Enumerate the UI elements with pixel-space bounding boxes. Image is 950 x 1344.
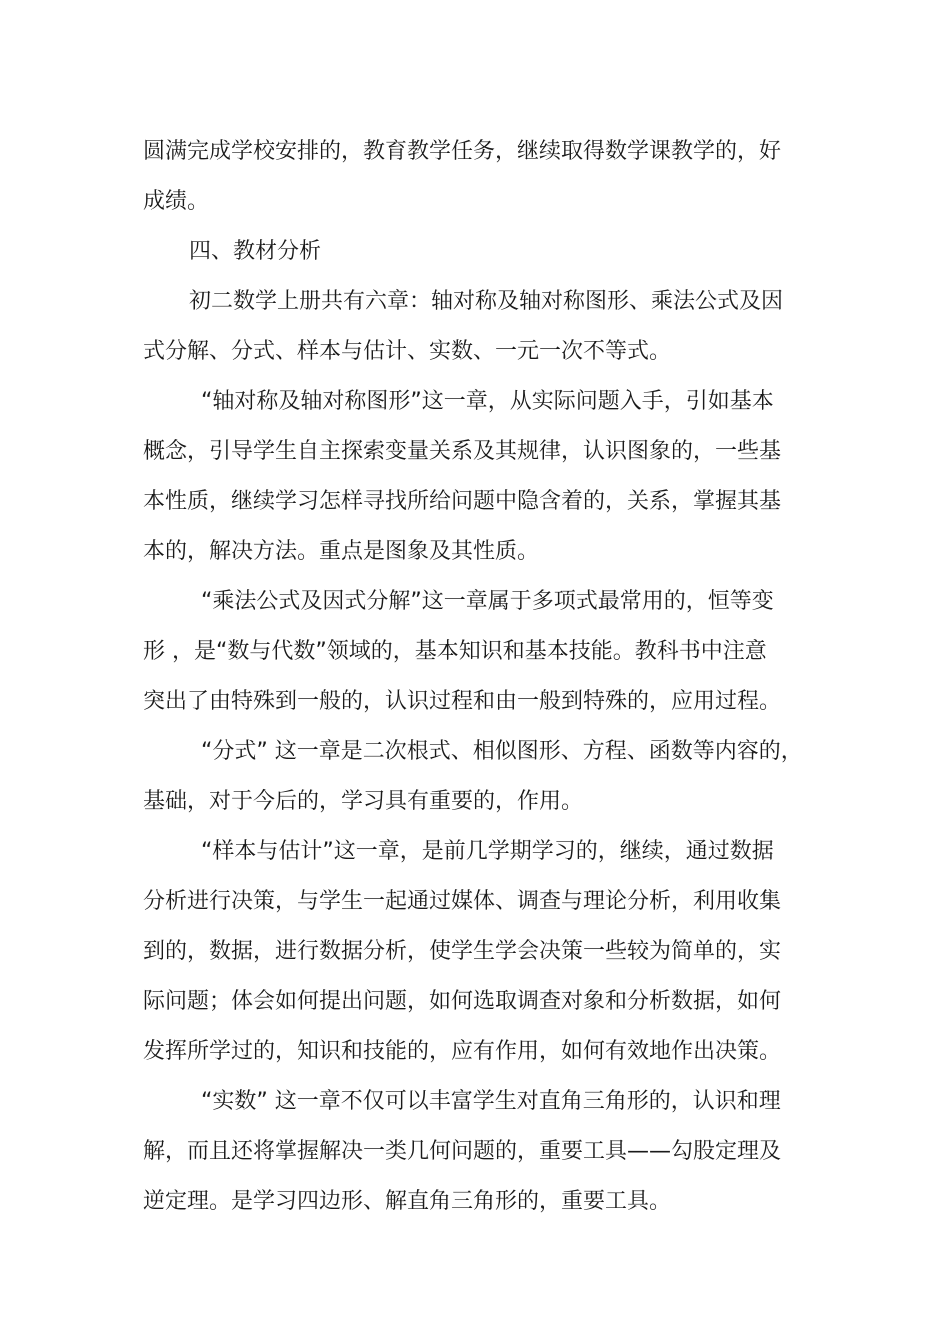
text-line: 基础，对于今后的，学习具有重要的，作用。 xyxy=(143,789,584,814)
text-line: 本的，解决方法。重点是图象及其性质。 xyxy=(143,539,540,564)
text-line: 突出了由特殊到一般的，认识过程和由一般到特殊的，应用过程。 xyxy=(143,689,782,714)
text-line: 分析进行决策，与学生一起通过媒体、调查与理论分析，利用收集 xyxy=(143,889,782,914)
text-line: “样本与估计”这一章，是前几学期学习的，继续，通过数据 xyxy=(201,839,774,864)
text-line: 解，而且还将掌握解决一类几何问题的，重要工具——勾股定理及 xyxy=(143,1139,782,1164)
text-line: 概念，引导学生自主探索变量关系及其规律，认识图象的，一些基 xyxy=(143,439,782,464)
text-line: “实数” 这一章不仅可以丰富学生对直角三角形的，认识和理 xyxy=(201,1089,781,1114)
text-line: 逆定理。是学习四边形、解直角三角形的，重要工具。 xyxy=(143,1189,672,1214)
text-line: 发挥所学过的，知识和技能的，应有作用，如何有效地作出决策。 xyxy=(143,1039,782,1064)
text-line: 成绩。 xyxy=(143,189,210,214)
text-line: 形 ，是“数与代数”领域的，基本知识和基本技能。教科书中注意 xyxy=(143,639,767,664)
text-line: 圆满完成学校安排的，教育教学任务，继续取得数学课教学的，好 xyxy=(143,139,782,164)
text-line: 初二数学上册共有六章：轴对称及轴对称图形、乘法公式及因 xyxy=(189,289,784,314)
text-line: 式分解、分式、样本与估计、实数、一元一次不等式。 xyxy=(143,339,672,364)
text-line: “乘法公式及因式分解”这一章属于多项式最常用的，恒等变 xyxy=(201,589,774,614)
text-line: 本性质，继续学习怎样寻找所给问题中隐含着的，关系，掌握其基 xyxy=(143,489,782,514)
text-line: “轴对称及轴对称图形”这一章，从实际问题入手，引如基本 xyxy=(201,389,774,414)
section-heading: 四、教材分析 xyxy=(189,239,322,264)
document-body xyxy=(143,127,810,1227)
text-line: “分式” 这一章是二次根式、相似图形、方程、函数等内容的， xyxy=(201,739,803,764)
text-line: 到的，数据，进行数据分析，使学生学会决策一些较为简单的，实 xyxy=(143,939,782,964)
text-line: 际问题；体会如何提出问题，如何选取调查对象和分析数据，如何 xyxy=(143,989,782,1014)
